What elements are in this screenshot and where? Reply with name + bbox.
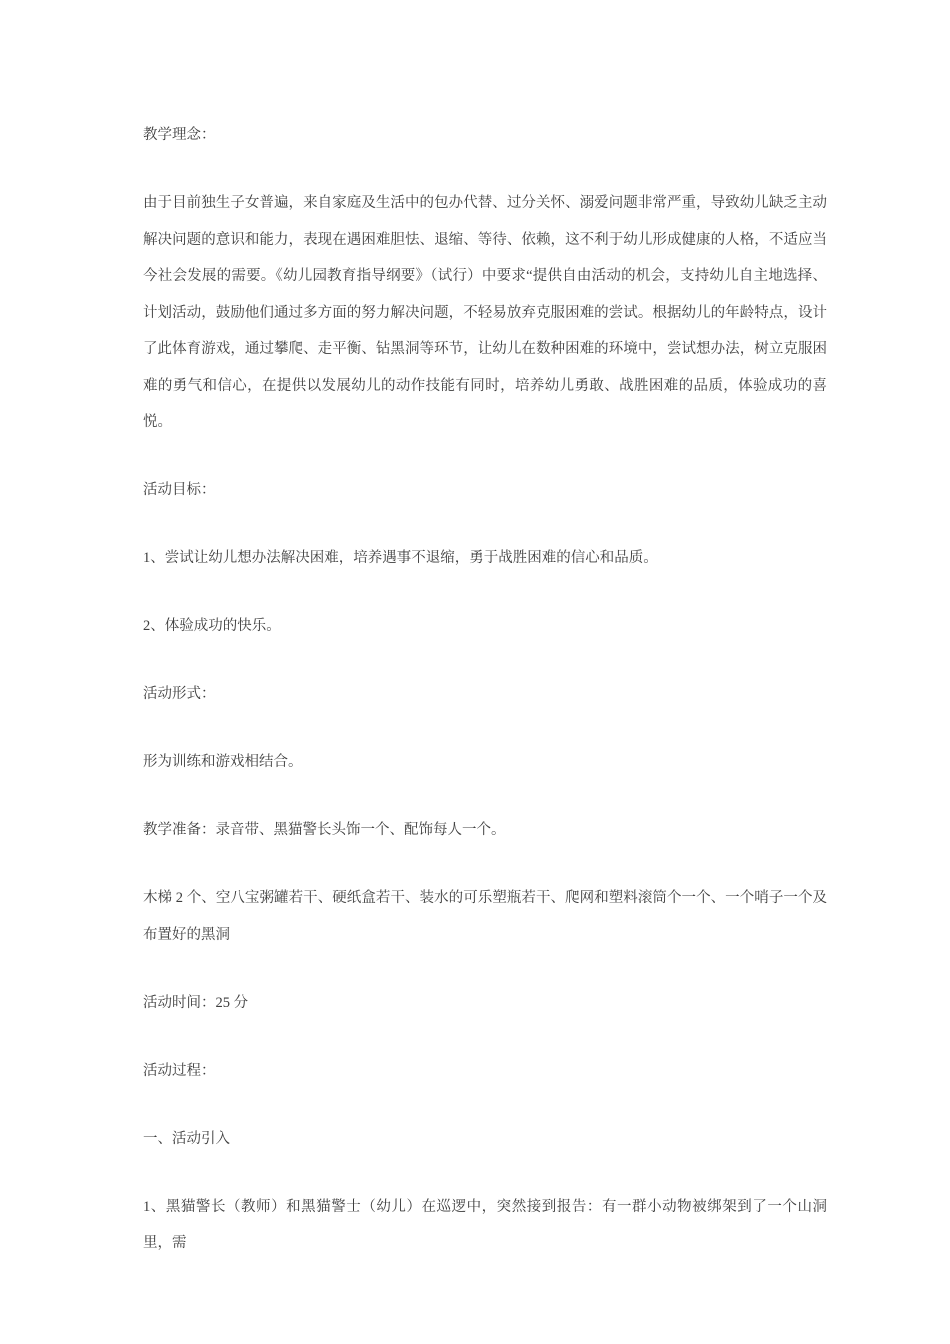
- heading-activity-form: 活动形式：: [143, 686, 216, 702]
- paragraph-teaching-preparation: 教学准备：录音带、黑猫警长头饰一个、配饰每人一个。: [143, 822, 506, 838]
- paragraph-teaching-concept-body: 由于目前独生子女普遍，来自家庭及生活中的包办代替、过分关怀、溺爱问题非常严重，导致幼儿缺乏主动解决问题的意识和能力，表现在遇困难胆怯、退缩、等待、依赖，这不利于幼儿形成健康的人格，不适应当今社会发展的需要。《幼儿园教育指导纲要》（试行）中要求“提供自由活动的机会，支持幼儿自主地选择、计划活动，鼓励他们通过多方面的努力解决问题，不轻易放弃克服困难的尝试。根据幼儿的年龄特点，设计了此体育游戏，通过攀爬、走平衡、钻黑洞等环节，让幼儿在数种困难的环境中，尝试想办法，树立克服困难的勇气和信心，在提供以发展幼儿的动作技能有同时，培养幼儿勇敢、战胜困难的品质，体验成功的喜悦。: [143, 195, 827, 430]
- paragraph-process-step-1-body: 1、黑猫警长（教师）和黑猫警士（幼儿）在巡逻中，突然接到报告：有一群小动物被绑架到了一个山洞里，需: [143, 1198, 827, 1251]
- paragraph-materials: 木梯 2 个、空八宝粥罐若干、硬纸盒若干、装水的可乐塑瓶若干、爬网和塑料滚筒个一个、一个哨子一个及布置好的黑洞: [143, 890, 827, 943]
- paragraph-goal-2: 2、体验成功的快乐。: [143, 618, 281, 634]
- paragraph-process-step-1-title: 一、活动引入: [143, 1130, 230, 1147]
- paragraph-activity-form-body: 形为训练和游戏相结合。: [143, 754, 303, 770]
- heading-activity-goals: 活动目标：: [143, 482, 216, 498]
- paragraph-activity-duration: 活动时间：25 分: [143, 994, 249, 1011]
- heading-teaching-concept: 教学理念：: [143, 127, 216, 143]
- heading-activity-process: 活动过程：: [143, 1062, 216, 1079]
- paragraph-goal-1: 1、尝试让幼儿想办法解决困难，培养遇事不退缩，勇于战胜困难的信心和品质。: [143, 550, 658, 566]
